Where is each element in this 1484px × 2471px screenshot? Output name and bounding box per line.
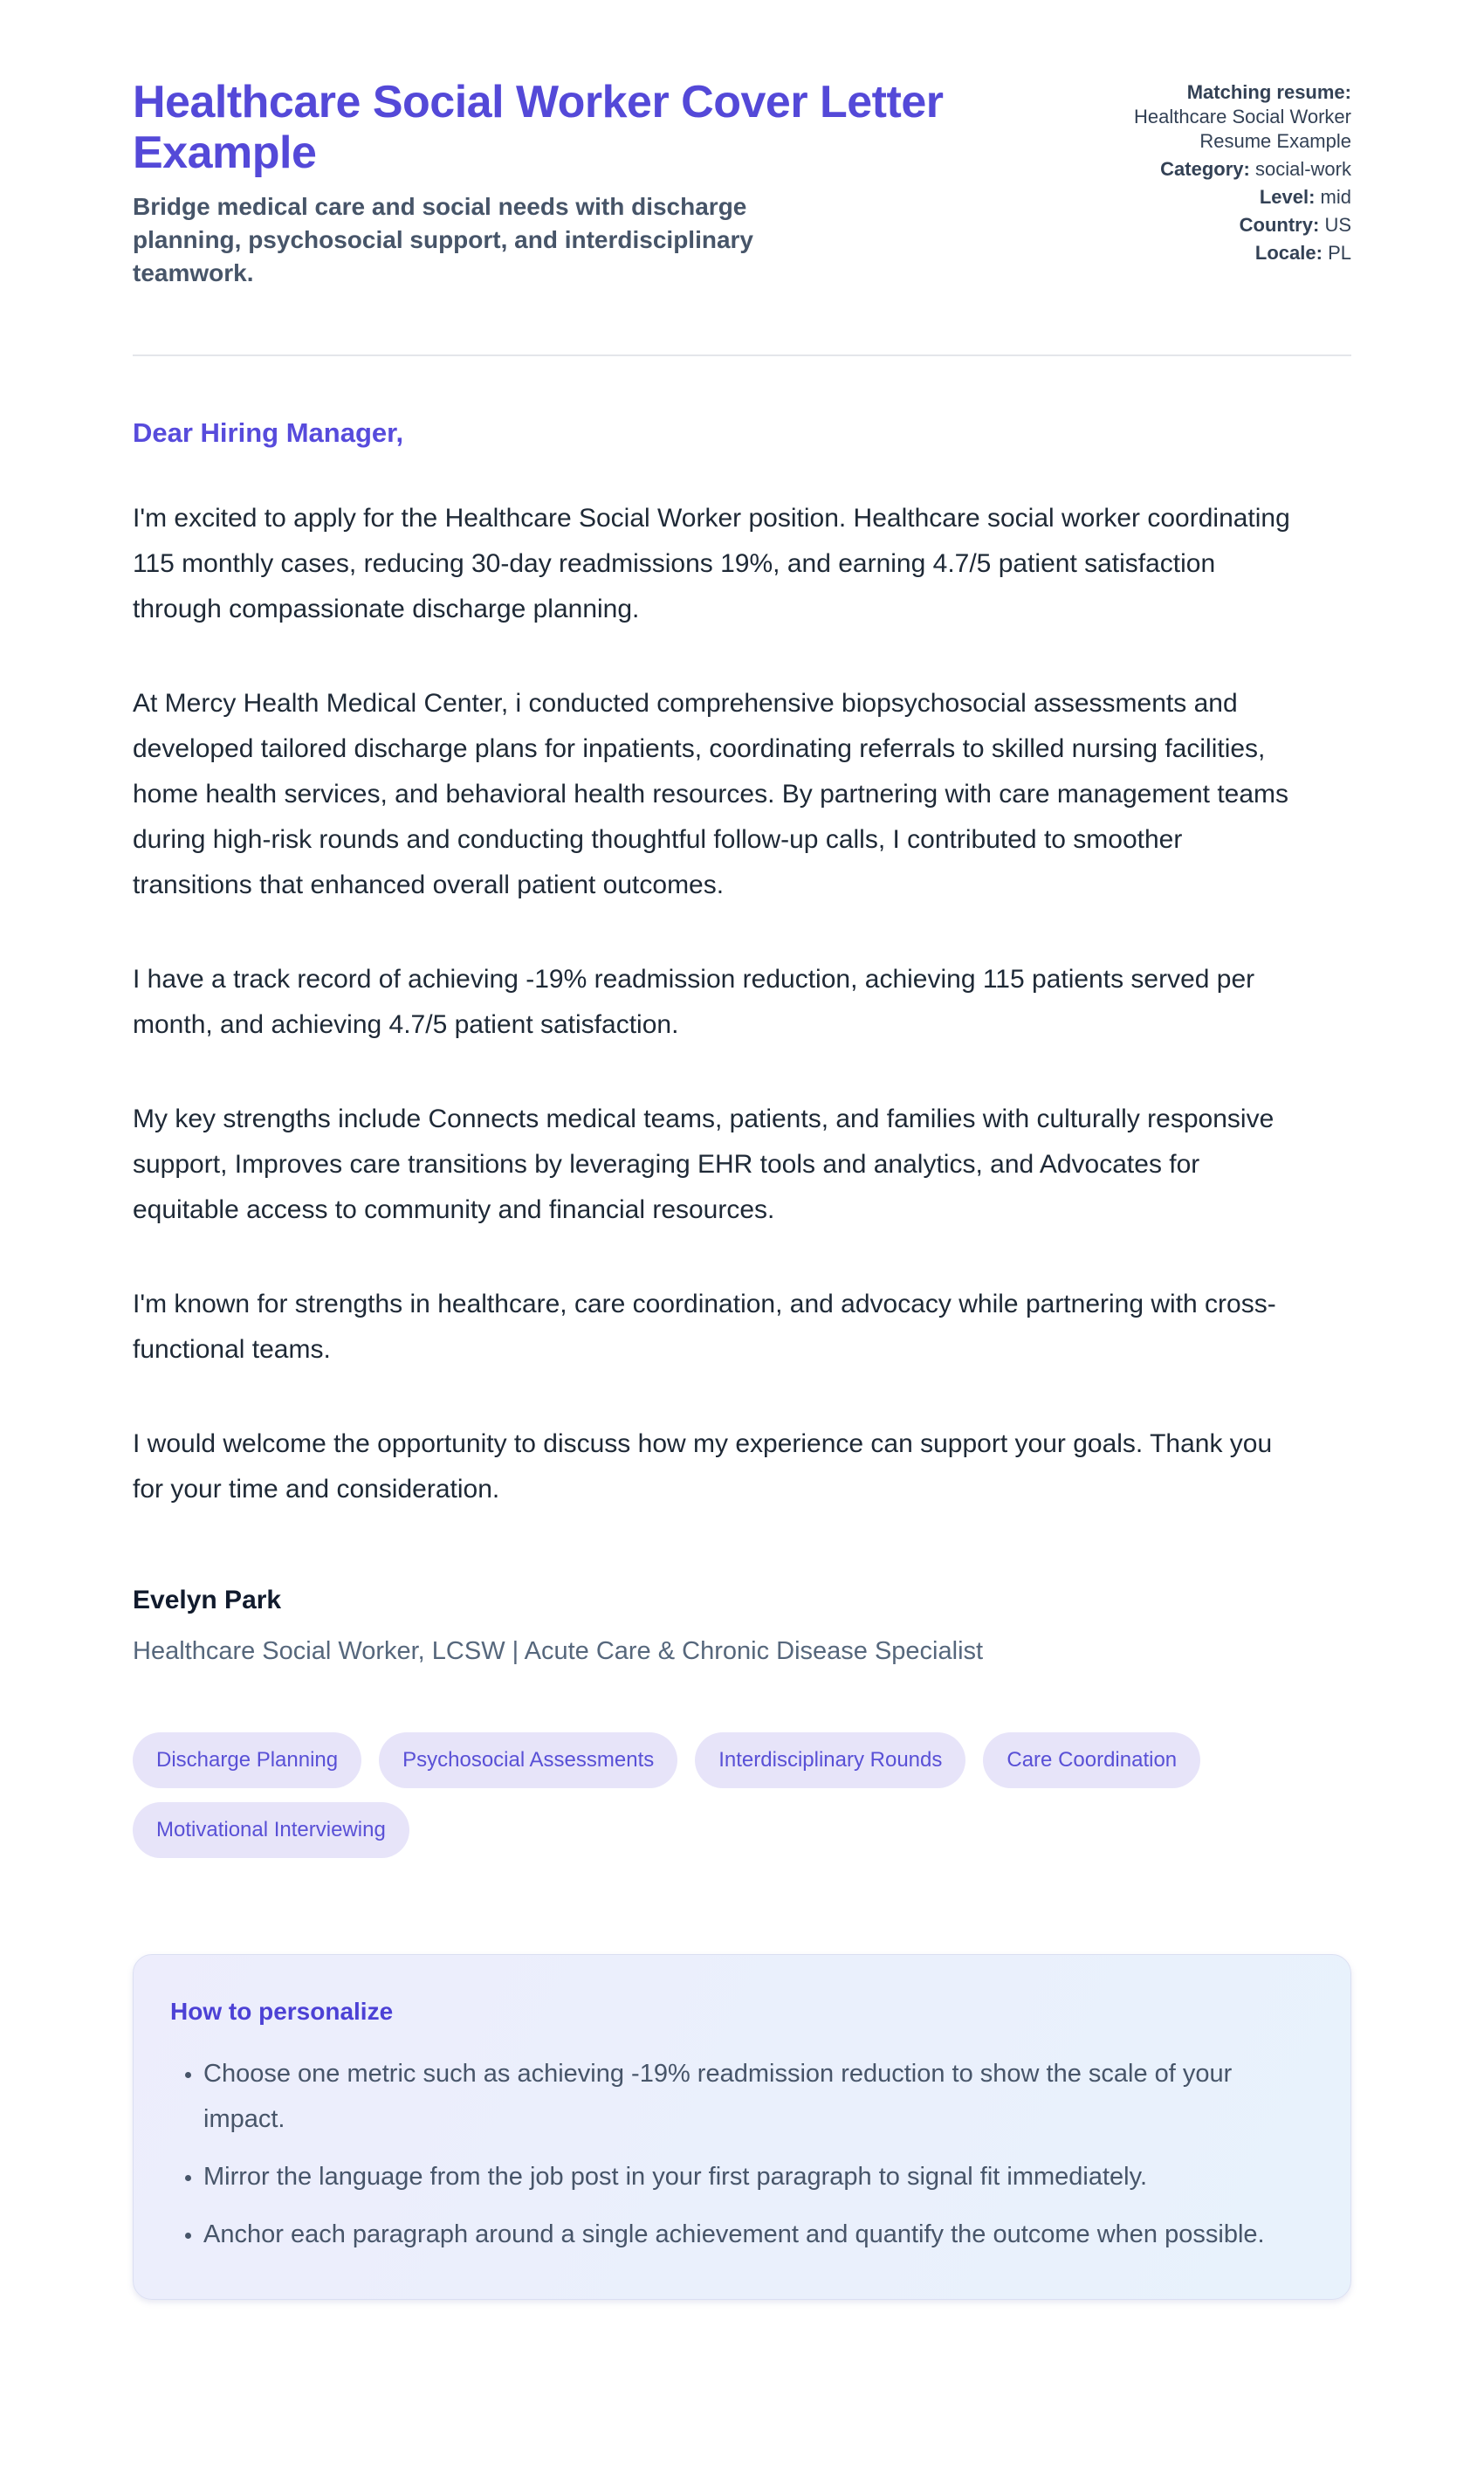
meta-level-label: Level:	[1259, 186, 1316, 208]
letter-paragraph-4: My key strengths include Connects medical teams, patients, and families with culturally responsive support, Improves care transitions by leveraging EHR tools and analytics, and Advocates for equitable access to community and financial resources.	[133, 1105, 1274, 1224]
personalize-box	[133, 1954, 1351, 2300]
skill-tag-care-coordination: Care Coordination	[983, 1732, 1200, 1788]
meta-matching-resume	[1079, 80, 1351, 154]
page-subtitle: Bridge medical care and social needs with discharge planning, psychosocial support, and interdisciplinary teamwork.	[133, 193, 754, 286]
signature-block	[133, 1582, 1351, 1669]
signature-role: Healthcare Social Worker, LCSW | Acute Care & Chronic Disease Specialist	[133, 1637, 984, 1665]
personalize-heading: How to personalize	[170, 1998, 394, 2025]
skill-tag-motivational-interviewing: Motivational Interviewing	[133, 1802, 409, 1858]
letter-greeting: Dear Hiring Manager,	[133, 417, 404, 448]
skill-tag-list	[133, 1732, 1351, 1858]
cover-letter-page	[133, 0, 1351, 2385]
meta-level-value: mid	[1320, 186, 1351, 208]
meta-country-label: Country:	[1239, 214, 1320, 236]
skill-tag-discharge-planning: Discharge Planning	[133, 1732, 361, 1788]
meta-category	[1079, 157, 1351, 182]
meta-locale	[1079, 241, 1351, 265]
meta-category-label: Category:	[1160, 158, 1250, 180]
skill-tag-interdisciplinary-rounds: Interdisciplinary Rounds	[695, 1732, 965, 1788]
personalize-tip-list	[170, 2051, 1312, 2257]
letter-paragraph-2: At Mercy Health Medical Center, i conducted comprehensive biopsychosocial assessments and developed tailored discharge plans for inpatients, coordinating referrals to skilled nursing facilities, home health services, and behavioral health resources. By partnering with care management teams during high-risk rounds and conducting thoughtful follow-up calls, I contributed to smoother transitions that enhanced overall patient outcomes.	[133, 689, 1289, 899]
page-title: Healthcare Social Worker Cover Letter Example	[133, 77, 944, 178]
meta-matching-resume-value: Healthcare Social Worker Resume Example	[1133, 106, 1351, 152]
skill-tag-psychosocial-assessments: Psychosocial Assessments	[379, 1732, 677, 1788]
letter-paragraph-6: I would welcome the opportunity to discuss how my experience can support your goals. Thank you for your time and consideration.	[133, 1429, 1273, 1504]
meta-locale-value: PL	[1328, 242, 1351, 264]
meta-category-value: social-work	[1254, 158, 1351, 180]
bottom-spacer	[133, 2300, 1351, 2385]
header-title-block	[133, 77, 1006, 290]
page-header	[133, 77, 1351, 356]
meta-matching-resume-label: Matching resume:	[1186, 81, 1351, 103]
meta-level	[1079, 185, 1351, 210]
letter-paragraph-5: I'm known for strengths in healthcare, care coordination, and advocacy while partnering with cross-functional teams.	[133, 1290, 1276, 1364]
signature-name: Evelyn Park	[133, 1586, 282, 1614]
letter-paragraph-1: I'm excited to apply for the Healthcare Social Worker position. Healthcare social worker coordinating 115 monthly cases, reducing 30-day readmissions 19%, and earning 4.7/5 patient satisfaction through compassionate discharge planning.	[133, 504, 1290, 623]
personalize-tip-2: • Mirror the language from the job post in your first paragraph to signal fit immediately.	[203, 2154, 1312, 2199]
meta-country	[1079, 213, 1351, 237]
personalize-tip-1: • Choose one metric such as achieving -19% readmission reduction to show the scale of your impact.	[203, 2051, 1312, 2142]
personalize-tip-3: • Anchor each paragraph around a single achievement and quantify the outcome when possible.	[203, 2212, 1312, 2257]
meta-country-value: US	[1324, 214, 1351, 236]
resume-meta-panel	[1079, 77, 1351, 269]
letter-paragraph-3: I have a track record of achieving -19% readmission reduction, achieving 115 patients served per month, and achieving 4.7/5 patient satisfaction.	[133, 965, 1255, 1039]
meta-locale-label: Locale:	[1254, 242, 1323, 264]
letter-body	[133, 414, 1351, 2300]
